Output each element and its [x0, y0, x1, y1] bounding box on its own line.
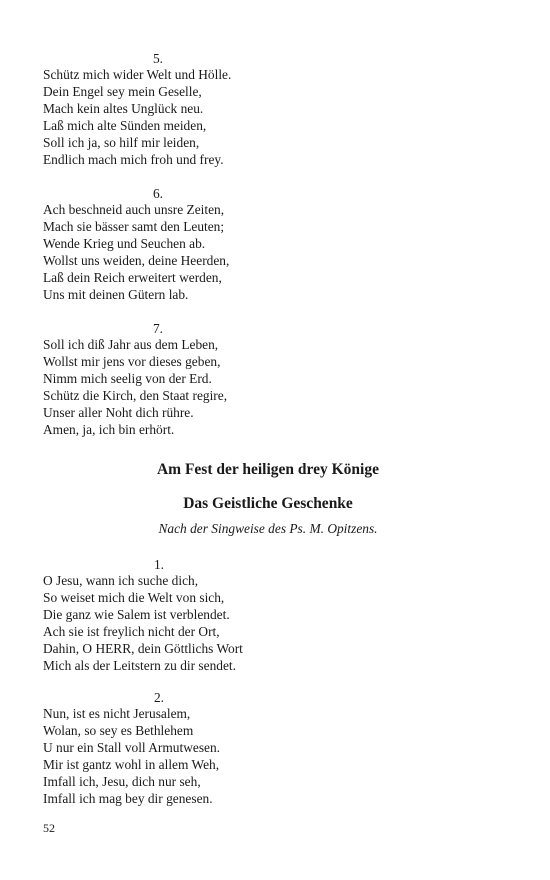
verse-line: Laß mich alte Sünden meiden,: [43, 117, 207, 133]
page-number: 52: [43, 821, 55, 835]
verse-line: Schütz die Kirch, den Staat regire,: [43, 387, 228, 403]
hymn-title: Das Geistliche Geschenke: [183, 495, 353, 512]
verse-line: Soll ich diß Jahr aus dem Leben,: [43, 337, 219, 352]
verse-line: Mir ist gantz wohl in allem Weh,: [43, 756, 220, 772]
stanza-7: [43, 320, 273, 438]
verse-line: Uns mit deinen Gütern lab.: [43, 286, 189, 302]
verse-line: Laß dein Reich erweitert werden,: [43, 269, 222, 285]
verse-line: Nimm mich seelig von der Erd.: [43, 370, 212, 386]
verse-line: Wolan, so sey es Bethlehem: [43, 722, 194, 738]
verse-line: Wollst uns weiden, deine Heerden,: [43, 252, 230, 268]
hymn-subtitle: Nach der Singweise des Ps. M. Opitzens.: [158, 521, 378, 536]
stanza-number: 6.: [152, 186, 164, 201]
verse-line: Mach sie bässer samt den Leuten;: [43, 218, 225, 234]
verse-line: Unser aller Noht dich rühre.: [43, 404, 194, 420]
stanza-6: [43, 185, 273, 303]
verse-line: Dahin, O HERR, dein Göttlichs Wort: [43, 640, 243, 656]
verse-line: O Jesu, wann ich suche dich,: [43, 573, 199, 588]
verse-line: So weiset mich die Welt von sich,: [43, 589, 225, 605]
verse-line: Schütz mich wider Welt und Hölle.: [43, 67, 232, 82]
section-heading: Am Fest der heiligen drey Könige: [156, 461, 379, 478]
verse-line: Mach kein altes Unglück neu.: [43, 100, 204, 116]
stanza-2: [43, 689, 275, 807]
verse-line: Die ganz wie Salem ist verblendet.: [43, 606, 230, 622]
stanza-1: [43, 556, 275, 674]
verse-line: U nur ein Stall voll Armutwesen.: [43, 739, 221, 755]
verse-line: Imfall ich mag bey dir genesen.: [43, 790, 213, 806]
verse-line: Amen, ja, ich bin erhört.: [43, 421, 175, 437]
verse-line: Ach sie ist freylich nicht der Ort,: [43, 623, 220, 639]
stanza-number: 7.: [152, 321, 164, 336]
stanza-5: [43, 50, 273, 168]
verse-line: Mich als der Leitstern zu dir sendet.: [43, 657, 236, 673]
stanza-number: 5.: [152, 51, 164, 66]
verse-line: Dein Engel sey mein Geselle,: [43, 83, 202, 99]
stanza-number: 1.: [153, 557, 165, 572]
verse-line: Soll ich ja, so hilf mir leiden,: [43, 134, 200, 150]
verse-line: Nun, ist es nicht Jerusalem,: [43, 706, 191, 721]
verse-line: Ach beschneid auch unsre Zeiten,: [43, 202, 225, 217]
stanza-number: 2.: [153, 690, 165, 705]
verse-line: Imfall ich, Jesu, dich nur seh,: [43, 773, 201, 789]
verse-line: Endlich mach mich froh und frey.: [43, 151, 224, 167]
verse-line: Wende Krieg und Seuchen ab.: [43, 235, 206, 251]
verse-line: Wollst mir jens vor dieses geben,: [43, 353, 221, 369]
